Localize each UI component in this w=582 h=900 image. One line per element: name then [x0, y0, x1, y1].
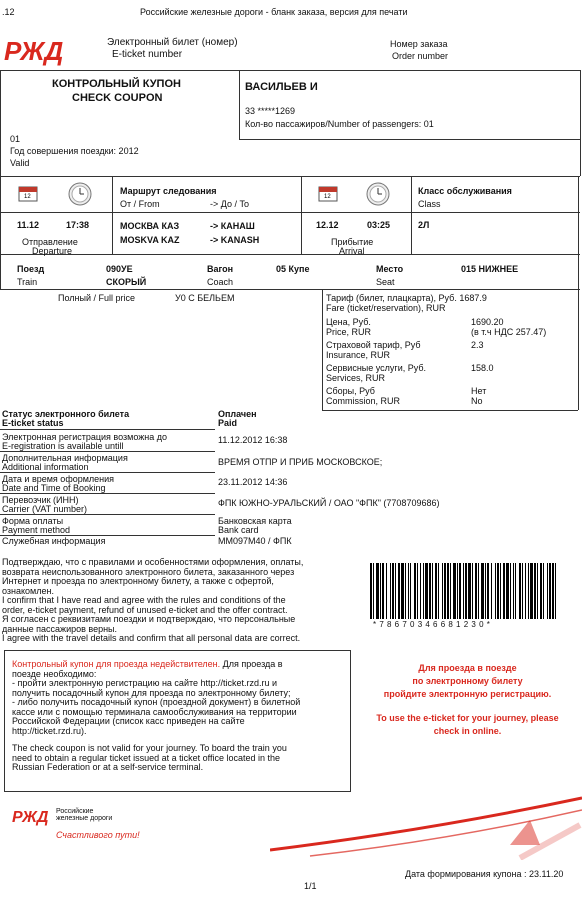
services-label-ru: Сервисные услуги, Руб.	[326, 363, 426, 373]
confirmation-text: Подтверждаю, что с правилами и особенностями оформления, оплаты, возврата неиспользованного электронного билета, заказанного через Интернет и проезда по электронному билету, а также с офертой, ознакомлен. I confirm that I have read and agree with the rules and conditions of the order, e-ticket payment, refund of unused e-ticket and the offer contract. Я согласен с реквизитами поездки и подтверждаю, что персональные данные пассажиров верны. I agree with the travel details and confirm that all personal data are correct.	[2, 557, 304, 643]
barcode-bar	[425, 563, 428, 619]
class-value: 2Л	[418, 220, 430, 230]
barcode-bar	[487, 563, 489, 619]
document-header-title: Российские железные дороги - бланк заказа, версия для печати	[140, 7, 408, 17]
train-label-ru: Поезд	[17, 264, 45, 274]
barcode-bar	[528, 563, 529, 619]
barcode-bar	[540, 563, 542, 619]
price-label-en: Price, RUR	[326, 327, 372, 337]
barcode-bar	[382, 563, 384, 619]
ereg-value: 11.12.2012 16:38	[218, 435, 288, 445]
barcode-bar	[468, 563, 471, 619]
ereg-label-en: E-registration is available untill	[2, 441, 124, 451]
calendar-icon	[318, 184, 338, 202]
train-number: 090УЕ	[106, 264, 133, 274]
rzd-footer-logo	[12, 806, 54, 826]
route-en-from: MOSKVA KAZ	[120, 235, 180, 245]
departure-label-ru: Отправление	[22, 237, 78, 247]
barcode-bar	[537, 563, 538, 619]
barcode-bar	[497, 563, 499, 619]
barcode-bar	[410, 563, 411, 619]
order-label-ru: Номер заказа	[390, 39, 448, 49]
departure-time: 17:38	[66, 220, 90, 230]
barcode-bar	[465, 563, 467, 619]
barcode-bar	[503, 563, 505, 619]
valid-code: 01	[10, 134, 21, 144]
barcode-bar	[447, 563, 449, 619]
commission-value-ru: Нет	[471, 386, 487, 396]
additional-info-en: Additional information	[2, 462, 89, 472]
eticket-label-ru: Электронный билет (номер)	[107, 37, 238, 48]
barcode-bar	[478, 563, 479, 619]
passenger-document: 33 *****1269	[245, 106, 296, 116]
barcode-bar	[475, 563, 477, 619]
status-label-en: E-ticket status	[2, 418, 64, 428]
car-label-ru: Вагон	[207, 264, 234, 274]
payment-value-ru: Банковская карта	[218, 516, 292, 526]
service-info-value: ММ097М40 / ФПК	[218, 536, 292, 546]
coupon-title-ru: КОНТРОЛЬНЫЙ КУПОН	[52, 78, 181, 90]
barcode-bar	[386, 563, 387, 619]
barcode-bar	[463, 563, 464, 619]
barcode	[370, 563, 560, 621]
barcode-bar	[435, 563, 437, 619]
barcode-bar	[552, 563, 554, 619]
barcode-bar	[417, 563, 418, 619]
barcode-bar	[500, 563, 501, 619]
barcode-bar	[438, 563, 439, 619]
barcode-bar	[519, 563, 521, 619]
carrier-value: ФПК ЮЖНО-УРАЛЬСКИЙ / ОАО "ФПК" (7708709686)	[218, 498, 440, 508]
barcode-bar	[547, 563, 548, 619]
route-ru-from: МОСКВА КАЗ	[120, 221, 180, 231]
footer-logo-text-2: железные дороги	[56, 815, 113, 822]
barcode-bar	[543, 563, 544, 619]
barcode-bar	[395, 563, 396, 619]
page-counter: 1/1	[304, 881, 317, 891]
status-value-ru: Оплачен	[218, 409, 257, 419]
barcode-bar	[390, 563, 391, 619]
status-value-en: Paid	[218, 418, 238, 428]
barcode-bar	[450, 563, 451, 619]
arrival-time: 03:25	[367, 220, 391, 230]
arrival-date: 12.12	[316, 220, 339, 230]
barcode-bar	[457, 563, 458, 619]
price-type: Полный / Full price	[58, 293, 136, 303]
svg-text:12: 12	[324, 194, 331, 200]
insurance-label-en: Insurance, RUR	[326, 350, 391, 360]
booking-value: 23.11.2012 14:36	[218, 477, 288, 487]
eticket-label-en: E-ticket number	[112, 49, 183, 60]
services-label-en: Services, RUR	[326, 373, 386, 383]
barcode-bar	[485, 563, 486, 619]
departure-label-en: Departure	[32, 246, 73, 256]
booking-label-en: Date and Time of Booking	[2, 483, 106, 493]
barcode-bar	[408, 563, 409, 619]
barcode-bar	[472, 563, 473, 619]
barcode-bar	[453, 563, 456, 619]
svg-text:12: 12	[24, 194, 31, 200]
arrival-label-en: Arrival	[339, 246, 365, 256]
ereg-label-ru: Электронная регистрация возможна до	[2, 432, 167, 442]
tariff-label-en: Fare (ticket/reservation), RUR	[326, 303, 446, 313]
barcode-bar	[429, 563, 431, 619]
footer-slogan: Счастливого пути!	[56, 830, 140, 840]
footer-logo-text-1: Российские	[56, 808, 94, 815]
barcode-bar	[432, 563, 433, 619]
class-label-ru: Класс обслуживания	[418, 186, 512, 196]
car-label-en: Coach	[207, 277, 234, 287]
route-from-label: От / From	[120, 199, 160, 209]
barcode-bar	[376, 563, 379, 619]
clock-icon	[68, 182, 92, 206]
insurance-value: 2.3	[471, 340, 484, 350]
seat-label-en: Seat	[376, 277, 395, 287]
notice-text: Контрольный купон для проезда недействителен. Для проезда в поезде необходимо: - пройти электронную регистрацию на сайте http://ticket.rzd.ru и получить посадочный купон для проезда по электронному билету; - либо получить посадочный купон (проездной документ) в билетной кассе или с помощью терминала самообслуживания на территории Российской Федерации (список касс приведен на сайте http://ticket.rzd.ru). The check coupon is not valid for your journey. To board the train you need to obtain a regular ticket issued at a ticket office located in the Russian Federation or at a self-service terminal.	[12, 659, 301, 772]
barcode-bar	[459, 563, 461, 619]
barcode-bar	[555, 563, 556, 619]
carrier-label-ru: Перевозчик (ИНН)	[2, 495, 79, 505]
class-label-en: Class	[418, 199, 441, 209]
status-label-ru: Статус электронного билета	[2, 409, 130, 419]
barcode-bar	[491, 563, 492, 619]
barcode-bar	[420, 563, 421, 619]
train-type: СКОРЫЙ	[106, 277, 147, 287]
barcode-bar	[444, 563, 446, 619]
page-number-left: .12	[2, 7, 15, 17]
seat-label-ru: Место	[376, 264, 404, 274]
barcode-bar	[525, 563, 526, 619]
decorative-swoosh	[270, 790, 582, 860]
insurance-label-ru: Страховой тариф, Руб	[326, 340, 421, 350]
price-value: 1690.20	[471, 317, 504, 327]
barcode-bar	[370, 563, 372, 619]
barcode-bar	[401, 563, 404, 619]
travel-year: Год совершения поездки: 2012	[10, 146, 139, 156]
route-ru-to: -> КАНАШ	[210, 221, 255, 231]
svg-text:РЖД: РЖД	[12, 809, 49, 826]
carrier-label-en: Carrier (VAT number)	[2, 504, 88, 514]
payment-label-ru: Форма оплаты	[2, 516, 64, 526]
barcode-bar	[442, 563, 443, 619]
booking-label-ru: Дата и время оформления	[2, 474, 115, 484]
payment-label-en: Payment method	[2, 525, 71, 535]
barcode-bar	[510, 563, 511, 619]
tariff-label-ru: Тариф (билет, плацкарта), Руб. 1687.9	[326, 293, 487, 303]
additional-info-value: ВРЕМЯ ОТПР И ПРИБ МОСКОВСКОЕ;	[218, 457, 383, 467]
svg-text:РЖД: РЖД	[4, 38, 64, 66]
barcode-bar	[373, 563, 374, 619]
barcode-bar	[522, 563, 523, 619]
route-en-to: -> KANASH	[210, 235, 260, 245]
car-value: 05 Купе	[276, 264, 310, 274]
arrival-label-ru: Прибытие	[331, 237, 374, 247]
clock-icon	[366, 182, 390, 206]
commission-value-en: No	[471, 396, 483, 406]
coupon-date-line: Дата формирования купона : 23.11.20	[405, 869, 564, 879]
valid-label: Valid	[10, 158, 30, 168]
barcode-bar	[392, 563, 394, 619]
order-label-en: Order number	[392, 51, 449, 61]
barcode-bar	[423, 563, 424, 619]
coupon-title-en: CHECK COUPON	[72, 92, 163, 104]
barcode-bar	[530, 563, 533, 619]
barcode-bar	[549, 563, 551, 619]
departure-date: 11.12	[17, 220, 40, 230]
right-notice: Для проезда в поезде по электронному билету пройдите электронную регистрацию. To use the e-ticket for your journey, please check in online.	[376, 663, 559, 736]
price-label-ru: Цена, Руб.	[326, 317, 371, 327]
passengers-count: Кол-во пассажиров/Number of passengers: 01	[245, 119, 434, 129]
commission-label-ru: Сборы, Руб	[326, 386, 375, 396]
route-label: Маршрут следования	[120, 186, 217, 196]
barcode-bar	[414, 563, 416, 619]
additional-info-ru: Дополнительная информация	[2, 453, 128, 463]
barcode-bar	[495, 563, 496, 619]
rzd-logo	[4, 38, 74, 66]
train-label-en: Train	[17, 277, 38, 287]
barcode-bar	[398, 563, 400, 619]
calendar-icon	[18, 184, 38, 202]
barcode-bar	[513, 563, 514, 619]
barcode-bar	[506, 563, 509, 619]
barcode-bar	[481, 563, 484, 619]
passenger-name: ВАСИЛЬЕВ И	[245, 81, 318, 93]
vat-value: (в т.ч НДС 257.47)	[471, 327, 547, 337]
seat-value: 015 НИЖНЕЕ	[461, 264, 519, 274]
barcode-text: * 7 8 6 7 0 3 4 6 6 8 1 2 3 0 *	[373, 620, 491, 629]
commission-label-en: Commission, RUR	[326, 396, 401, 406]
payment-value-en: Bank card	[218, 525, 259, 535]
service-code: У0 С БЕЛЬЕМ	[175, 293, 235, 303]
services-value: 158.0	[471, 363, 494, 373]
barcode-bar	[405, 563, 406, 619]
barcode-bar	[534, 563, 536, 619]
service-info-label: Служебная информация	[2, 536, 106, 546]
barcode-bar	[515, 563, 516, 619]
route-to-label: -> До / To	[210, 199, 249, 209]
barcode-bar	[380, 563, 381, 619]
